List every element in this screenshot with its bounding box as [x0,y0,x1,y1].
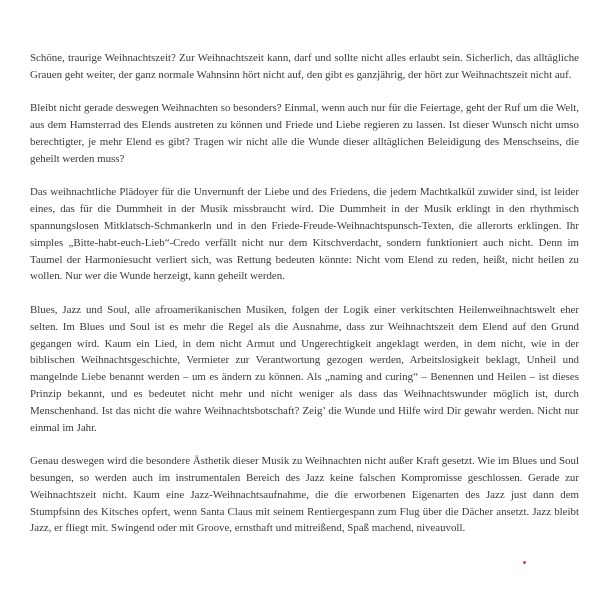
paragraph-5: Genau deswegen wird die besondere Ästhetik dieser Musik zu Weihnachten nicht außer Kraft gesetzt. Wie im Blues und Soul besungen, so werden auch im instrumentalen Bereich des Jazz keine falschen Kompromisse geschlossen. Gerade zur Weihnachtszeit nicht. Kaum eine Jazz-Weihnachtsaufnahme, die die erworbenen Eigenarten des Jazz just dann dem Stumpfsinn des Kitsches opfert, wenn Santa Claus mit seinem Rentiergespann zum Flug über die Dächer ansetzt. Jazz bleibt Jazz, er fliegt mit. Swingend oder mit Groove, ernsthaft und mitreißend, Spaß machend, niveauvoll. [30,455,579,535]
paragraph-3: Das weihnachtliche Plädoyer für die Unvernunft der Liebe und des Friedens, die jedem Machtkalkül zuwider sind, ist leider eines, das für die Dummheit in der Musik missbraucht wird. Die Dummheit in der Musik erklingt in den rhythmisch spannungslosen Mitklatsch-Schmankerln und in den Friede-Freude-Weihnachtspunsch-Texten, die allerorts erklingen. Ihr simples „Bitte-habt-euch-Lieb“-Credo verfällt nicht nur dem Kitschverdacht, sondern funktioniert auch nicht. Denn im Taumel der Harmoniesucht verliert sich, was Rettung bedeuten könnte: Nicht vom Elend zu reden, heißt, nicht heilen zu wollen. Nur wer die Wunde herzeigt, kann geheilt werden. [30,186,579,283]
paragraph-2: Bleibt nicht gerade deswegen Weihnachten so besonders? Einmal, wenn auch nur für die Feiertage, geht der Ruf um die Welt, aus dem Hamsterrad des Elends austreten zu können und Friede und Liebe regieren zu lassen. Ist dieser Wunsch nicht umso berechtigter, je mehr Elend es gibt? Tragen wir nicht alle die Wunde dieser alltäglichen Beleidigung des Menschseins, die geheilt werden muss? [30,102,579,165]
print-speck [523,561,526,564]
paragraph-4: Blues, Jazz und Soul, alle afroamerikanischen Musiken, folgen der Logik einer verkitschten Heilenweihnachtswelt eher selten. Im Blues und Soul ist es mehr die Regel als die Ausnahme, dass zur Weihnachtszeit dem Elend auf den Grund gegangen wird. Kaum ein Lied, in dem nicht Armut und Ungerechtigkeit angeklagt werden, in dem nicht, wie in der biblischen Weihnachtsgeschichte, Vermieter zur Verantwortung gezogen werden, Arbeitslosigkeit beklagt, Unheil und mangelnde Liebe benannt werden – um es ändern zu können. Als „naming and curing“ – Benennen und Heilen – ist dieses Prinzip bekannt, und es bedeutet nicht mehr und nicht weniger als dass das Weihnachtswunder möglich ist, durch Menschenhand. Ist das nicht die wahre Weihnachtsbotschaft? Zeig’ die Wunde und Hilfe wird Dir gewahr werden. Nicht nur einmal im Jahr. [30,303,579,434]
text-column [30,50,579,554]
paragraph-1: Schöne, traurige Weihnachtszeit? Zur Weihnachtszeit kann, darf und sollte nicht alles erlaubt sein. Sicherlich, das alltägliche Grauen geht weiter, der ganz normale Wahnsinn hört nicht auf, den gibt es ganzjährig, der hört zur Weihnachtszeit nicht auf. [30,52,579,81]
